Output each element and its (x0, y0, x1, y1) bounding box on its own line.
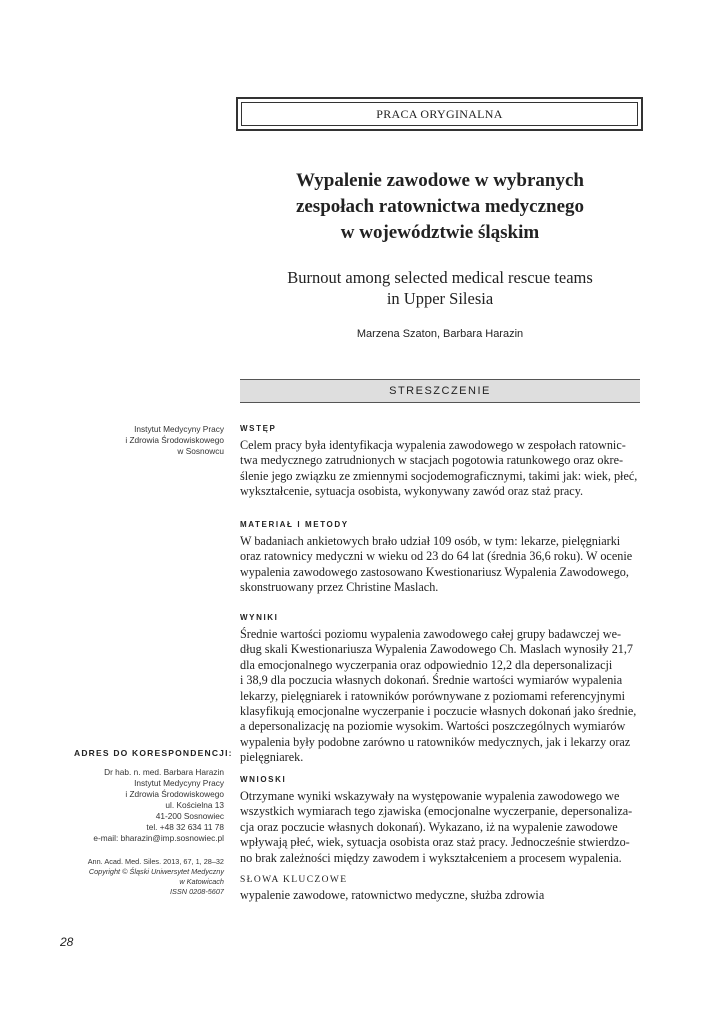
correspondence-line: Instytut Medycyny Pracy (134, 778, 224, 788)
journal-copyright: Copyright © Śląski Uniwersytet Medyczny (88, 867, 224, 876)
body-line: dług skali Kwestionariusza Wypalenia Zawodowego Ch. Maslach wynosiły 21,7 (240, 642, 634, 657)
body-line: dla emocjonalnego wyczerpania oraz odpowiednio 12,2 dla depersonalizacji (240, 657, 613, 672)
body-line: lekarzy, pielęgniarek i ratowników porównywane z poziomami referencyjnymi (240, 688, 626, 703)
correspondence-line: 41-200 Sosnowiec (155, 811, 224, 821)
correspondence-line: Dr hab. n. med. Barbara Harazin (104, 767, 224, 777)
journal-issn: ISSN 0208-5607 (170, 887, 224, 896)
section-conclusions (240, 775, 638, 866)
section-body (240, 627, 638, 766)
keywords-heading: SŁOWA KLUCZOWE (240, 875, 348, 885)
section-keywords (240, 875, 638, 903)
body-line: wypalenia były podobne zarówno u ratowników medycznych, jak i lekarzy oraz (240, 734, 631, 749)
body-line: wpływają płeć, wiek, sytuacja osobista oraz staż pracy. Jednocześnie stwierdzo- (240, 835, 630, 850)
body-line: i 38,9 dla poczucia własnych dokonań. Średnie wartości wymiarów wypalenia (240, 673, 623, 688)
article-type-label: PRACA ORYGINALNA (241, 102, 638, 126)
correspondence-address (64, 767, 224, 844)
title-polish (240, 168, 640, 246)
section-heading: WNIOSKI (240, 775, 287, 784)
correspondence-line: ul. Kościelna 13 (165, 800, 224, 810)
journal-info (54, 857, 224, 897)
body-line: twa medycznego zatrudnionych w stacjach pogotowia ratunkowego oraz okre- (240, 453, 624, 468)
title-polish-line: w województwie śląskim (340, 222, 540, 243)
body-line: no brak zależności między zawodem i wykształceniem a procesem wypalenia. (240, 850, 622, 865)
title-english (240, 267, 640, 309)
section-body (240, 438, 638, 500)
section-results (240, 613, 638, 766)
correspondence-heading: ADRES DO KORESPONDENCJI: (74, 748, 233, 758)
title-polish-line: Wypalenie zawodowe w wybranych (296, 170, 584, 191)
section-heading: MATERIAŁ I METODY (240, 520, 349, 529)
body-line: ślenie jego związku ze zmiennymi socjodemograficznymi, takimi jak: wiek, płeć, (240, 468, 638, 483)
section-body (240, 789, 638, 866)
correspondence-line: tel. +48 32 634 11 78 (146, 822, 224, 832)
body-line: wypalenia zawodowego zastosowano Kwestionariusz Wypalenia Zawodowego, (240, 564, 629, 579)
journal-citation: Ann. Acad. Med. Siles. 2013, 67, 1, 28–32 (87, 857, 224, 866)
title-polish-line: zespołach ratownictwa medycznego (295, 196, 585, 217)
body-line: Celem pracy była identyfikacja wypalenia zawodowego w zespołach ratownic- (240, 438, 626, 452)
section-methods (240, 520, 638, 596)
authors: Marzena Szaton, Barbara Harazin (356, 328, 524, 340)
keywords-text: wypalenie zawodowe, ratownictwo medyczne, służba zdrowia (240, 888, 545, 902)
body-line: a depersonalizację na poziomie wysokim. Wartości poszczególnych wymiarów (240, 719, 626, 734)
article-type-badge (236, 97, 643, 131)
abstract-heading: STRESZCZENIE (240, 379, 640, 403)
affiliation-line: i Zdrowia Środowiskowego (125, 435, 224, 445)
body-line: pielęgniarek. (240, 750, 304, 765)
page-number: 28 (60, 935, 74, 949)
title-english-line: Burnout among selected medical rescue teams (287, 268, 593, 287)
body-line: Średnie wartości poziomu wypalenia zawodowego całej grupy badawczej we- (240, 627, 622, 641)
correspondence-email[interactable]: e-mail: bharazin@imp.sosnowiec.pl (93, 833, 224, 843)
correspondence-line: i Zdrowia Środowiskowego (125, 789, 224, 799)
section-body (240, 534, 638, 596)
body-line: cja oraz poczucie własnych dokonań). Wykazano, iż na wypalenie zawodowe (240, 819, 618, 834)
body-line: wszystkich wymiarach tego zjawiska (emocjonalne wyczerpanie, depersonaliza- (240, 804, 633, 819)
body-line: klasyfikują emocjonalne wyczerpanie i poczucie własnych dokonań jako średnie, (240, 704, 637, 719)
title-english-line: in Upper Silesia (386, 289, 494, 308)
section-introduction (240, 424, 638, 500)
section-heading: WYNIKI (240, 613, 279, 622)
body-line: oraz ratownicy medyczni w wieku od 23 do 64 lat (średnia 36,6 roku). W ocenie (240, 549, 633, 564)
body-line: skonstruowany przez Christine Maslach. (240, 580, 439, 595)
body-line: W badaniach ankietowych brało udział 109 osób, w tym: lekarze, pielęgniarki (240, 534, 621, 548)
affiliation-line: Instytut Medycyny Pracy (134, 424, 224, 434)
affiliation-line: w Sosnowcu (177, 446, 224, 456)
journal-location: w Katowicach (179, 877, 224, 886)
section-heading: WSTĘP (240, 424, 277, 433)
body-line: wykształcenie, sytuacja osobista, wykonywany zawód oraz staż pracy. (240, 484, 584, 499)
affiliation (74, 424, 224, 457)
body-line: Otrzymane wyniki wskazywały na występowanie wypalenia zawodowego we (240, 789, 620, 803)
